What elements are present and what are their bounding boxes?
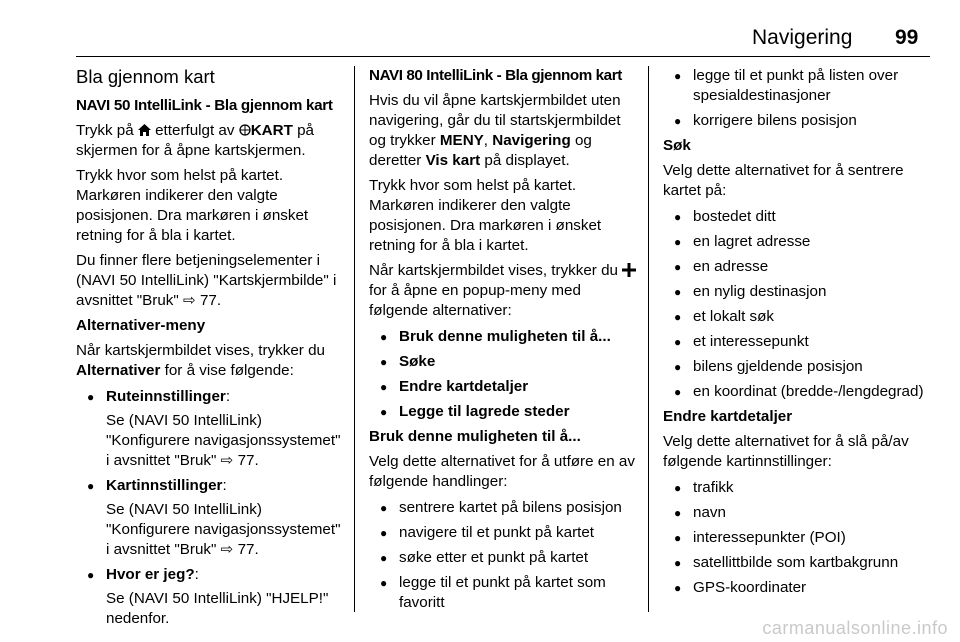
column-divider-2 [648,66,649,612]
subheading-change-map-details: Endre kartdetaljer [663,408,793,425]
list-item: ● en nylig destinasjon [663,282,933,302]
list-item: ● satellittbilde som kartbakgrunn [663,553,933,573]
page-reference-icon: ⇨ [183,292,196,309]
column-2 [369,66,641,618]
list-item: ● Kartinnstillinger: Se (NAVI 50 IntelliLink) "Konfigurere navigasjonssystemet" i avsnittet "Bruk" ⇨ 77. [76,476,348,560]
column-divider-1 [354,66,355,612]
list-item: ● navigere til et punkt på kartet [369,523,641,543]
popup-menu-list [369,327,641,422]
search-list [663,207,933,402]
header-divider [76,56,930,57]
column-3 [663,66,933,603]
subheading-options-menu: Alternativer-meny [76,317,206,334]
map-globe-icon [239,124,251,136]
list-item: ● bilens gjeldende posisjon [663,357,933,377]
list-item: ● en adresse [663,257,933,277]
list-item: ● legge til et punkt på listen over spesialdestinasjoner [663,66,933,106]
list-item: ● Bruk denne muligheten til å... [369,327,641,347]
subheading-navi50: NAVI 50 IntelliLink - Bla gjennom kart [76,97,333,114]
list-item: ● Legge til lagrede steder [369,402,641,422]
list-item: ● interessepunkter (POI) [663,528,933,548]
paragraph: Trykk hvor som helst på kartet. Markøren indikerer den valgte posisjonen. Dra markøren i ønsket retning for å bla i kartet. [369,177,602,254]
section-heading: Bla gjennom kart [76,66,215,87]
list-item: ● Søke [369,352,641,372]
list-item: ● Ruteinnstillinger: Se (NAVI 50 IntelliLink) "Konfigurere navigasjonssystemet" i avsnittet "Bruk" ⇨ 77. [76,387,348,471]
list-item: ● sentrere kartet på bilens posisjon [369,498,641,518]
map-settings-list [663,478,933,598]
paragraph: Når kartskjermbildet vises, trykker du for å åpne en popup-meny med følgende alternativer: [369,261,641,321]
options-list [76,387,348,629]
column-1 [76,66,348,634]
actions-list-continued [663,66,933,131]
paragraph: Trykk på etterfulgt av KART på skjermen for å åpne kartskjermen. [76,122,314,159]
list-item: ● Endre kartdetaljer [369,377,641,397]
list-item: ● en koordinat (bredde-/lengdegrad) [663,382,933,402]
subheading-use-option: Bruk denne muligheten til å... [369,428,581,445]
list-item: ● et lokalt søk [663,307,933,327]
paragraph: Hvis du vil åpne kartskjermbildet uten navigering, går du til startskjermbildet og trykker MENY, Navigering og deretter Vis kart på displayet. [369,92,621,169]
list-item: ● legge til et punkt på kartet som favoritt [369,573,641,613]
paragraph: Trykk hvor som helst på kartet. Markøren indikerer den valgte posisjonen. Dra markøren i ønsket retning for å bla i kartet. [76,167,309,244]
page-reference-icon: ⇨ [220,452,234,469]
paragraph: Du finner flere betjeningselementer i (NAVI 50 IntelliLink) "Kartskjermbilde" i avsnittet "Bruk" ⇨ 77. [76,252,337,309]
page-reference-icon: ⇨ [220,541,234,558]
list-item: ● navn [663,503,933,523]
subheading-search: Søk [663,137,691,154]
paragraph: Velg dette alternativet for å utføre en av følgende handlinger: [369,453,635,490]
list-item: ● bostedet ditt [663,207,933,227]
paragraph: Når kartskjermbildet vises, trykker du Alternativer for å vise følgende: [76,342,325,379]
list-item: ● en lagret adresse [663,232,933,252]
list-item: ● søke etter et punkt på kartet [369,548,641,568]
list-item: ● trafikk [663,478,933,498]
list-item: ● GPS-koordinater [663,578,933,598]
list-item: ● Hvor er jeg?: Se (NAVI 50 IntelliLink) "HJELP!" nedenfor. [76,565,348,629]
subheading-navi80: NAVI 80 IntelliLink - Bla gjennom kart [369,67,622,84]
paragraph: Velg dette alternativet for å sentrere kartet på: [663,162,904,199]
header-title: Navigering [752,26,853,49]
paragraph: Velg dette alternativet for å slå på/av følgende kartinnstillinger: [663,433,909,470]
home-icon [138,124,151,136]
watermark: carmanualsonline.info [762,618,948,638]
list-item: ● et interessepunkt [663,332,933,352]
plus-icon [622,263,636,277]
page-number: 99 [895,26,919,49]
list-item: ● korrigere bilens posisjon [663,111,933,131]
actions-list [369,498,641,613]
